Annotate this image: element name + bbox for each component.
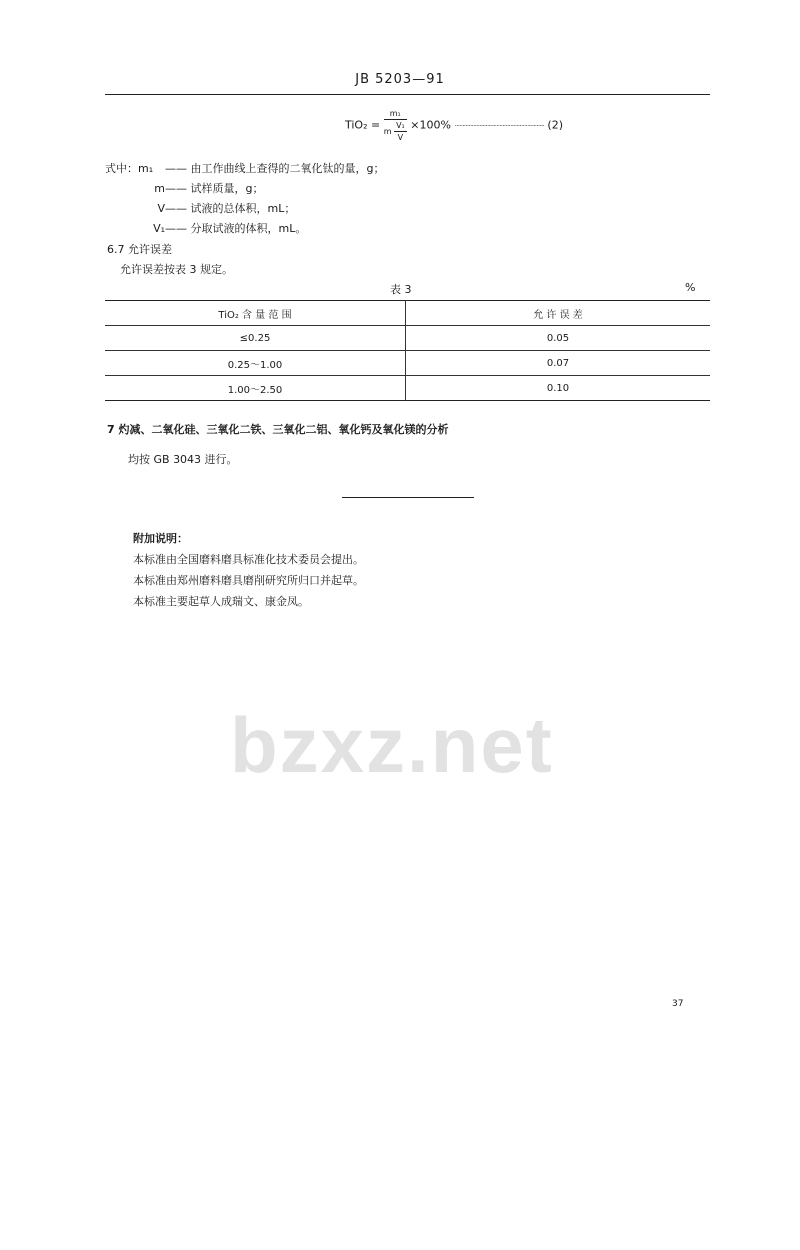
formula-v1: V₁: [396, 121, 405, 130]
notes-title: 附加说明：: [133, 532, 188, 545]
table-unit: %: [685, 281, 696, 294]
header-allowed-error: 允 许 误 差: [533, 309, 583, 321]
header-rule: [105, 94, 710, 95]
section-7-title: 7 灼减、二氧化硅、三氧化二铁、三氧化二铝、氧化钙及氧化镁的分析: [107, 423, 449, 436]
where-line-4: V₁—— 分取试液的体积，mL。: [153, 222, 307, 235]
header-tio2-range: TiO₂ 含 量 范 围: [105, 301, 406, 326]
cell-error: 0.05: [546, 332, 570, 344]
formula-lhs: TiO₂ =: [345, 118, 381, 132]
cell-range: 1.00～2.50: [105, 376, 406, 401]
notes-line: 本标准由全国磨料磨具标准化技术委员会提出。: [133, 553, 364, 566]
formula: [345, 108, 563, 143]
table-3: [105, 300, 710, 401]
end-rule: [342, 497, 474, 498]
formula-rhs: ×100%: [410, 118, 451, 132]
standard-number-header: JB 5203—91: [355, 72, 445, 87]
table-row: [105, 376, 710, 401]
cell-error: 0.07: [546, 357, 570, 369]
formula-fraction: [384, 108, 407, 143]
cell-range: 0.25～1.00: [105, 351, 406, 376]
where-line-2: m—— 试样质量，g；: [154, 182, 264, 195]
notes-line: 本标准主要起草人成瑞文、康金凤。: [133, 595, 309, 608]
cell-range: ≤0.25: [105, 326, 406, 351]
table-row: [105, 351, 710, 376]
table-row: [105, 326, 710, 351]
formula-denominator-m: m: [383, 127, 392, 136]
where-line-1: 式中：m₁ —— 由工作曲线上查得的二氧化钛的量，g；: [105, 162, 385, 175]
equation-number: (2): [547, 118, 564, 132]
page-number: 37: [672, 999, 684, 1009]
cell-error: 0.10: [546, 382, 570, 394]
section-7-text: 均按 GB 3043 进行。: [128, 453, 238, 466]
section-6-7-title: 6.7 允许误差: [107, 243, 172, 256]
formula-numerator: m₁: [384, 108, 407, 120]
formula-leader: ··························································: [454, 121, 544, 131]
formula-v: V: [397, 133, 404, 142]
where-line-3: V—— 试液的总体积，mL；: [157, 202, 296, 215]
table-header-row: [105, 301, 710, 326]
notes-line: 本标准由郑州磨料磨具磨削研究所归口并起草。: [133, 574, 364, 587]
section-6-7-text: 允许误差按表 3 规定。: [120, 263, 233, 276]
watermark: bzxz.net: [230, 701, 554, 789]
table-caption: 表 3: [390, 283, 412, 296]
